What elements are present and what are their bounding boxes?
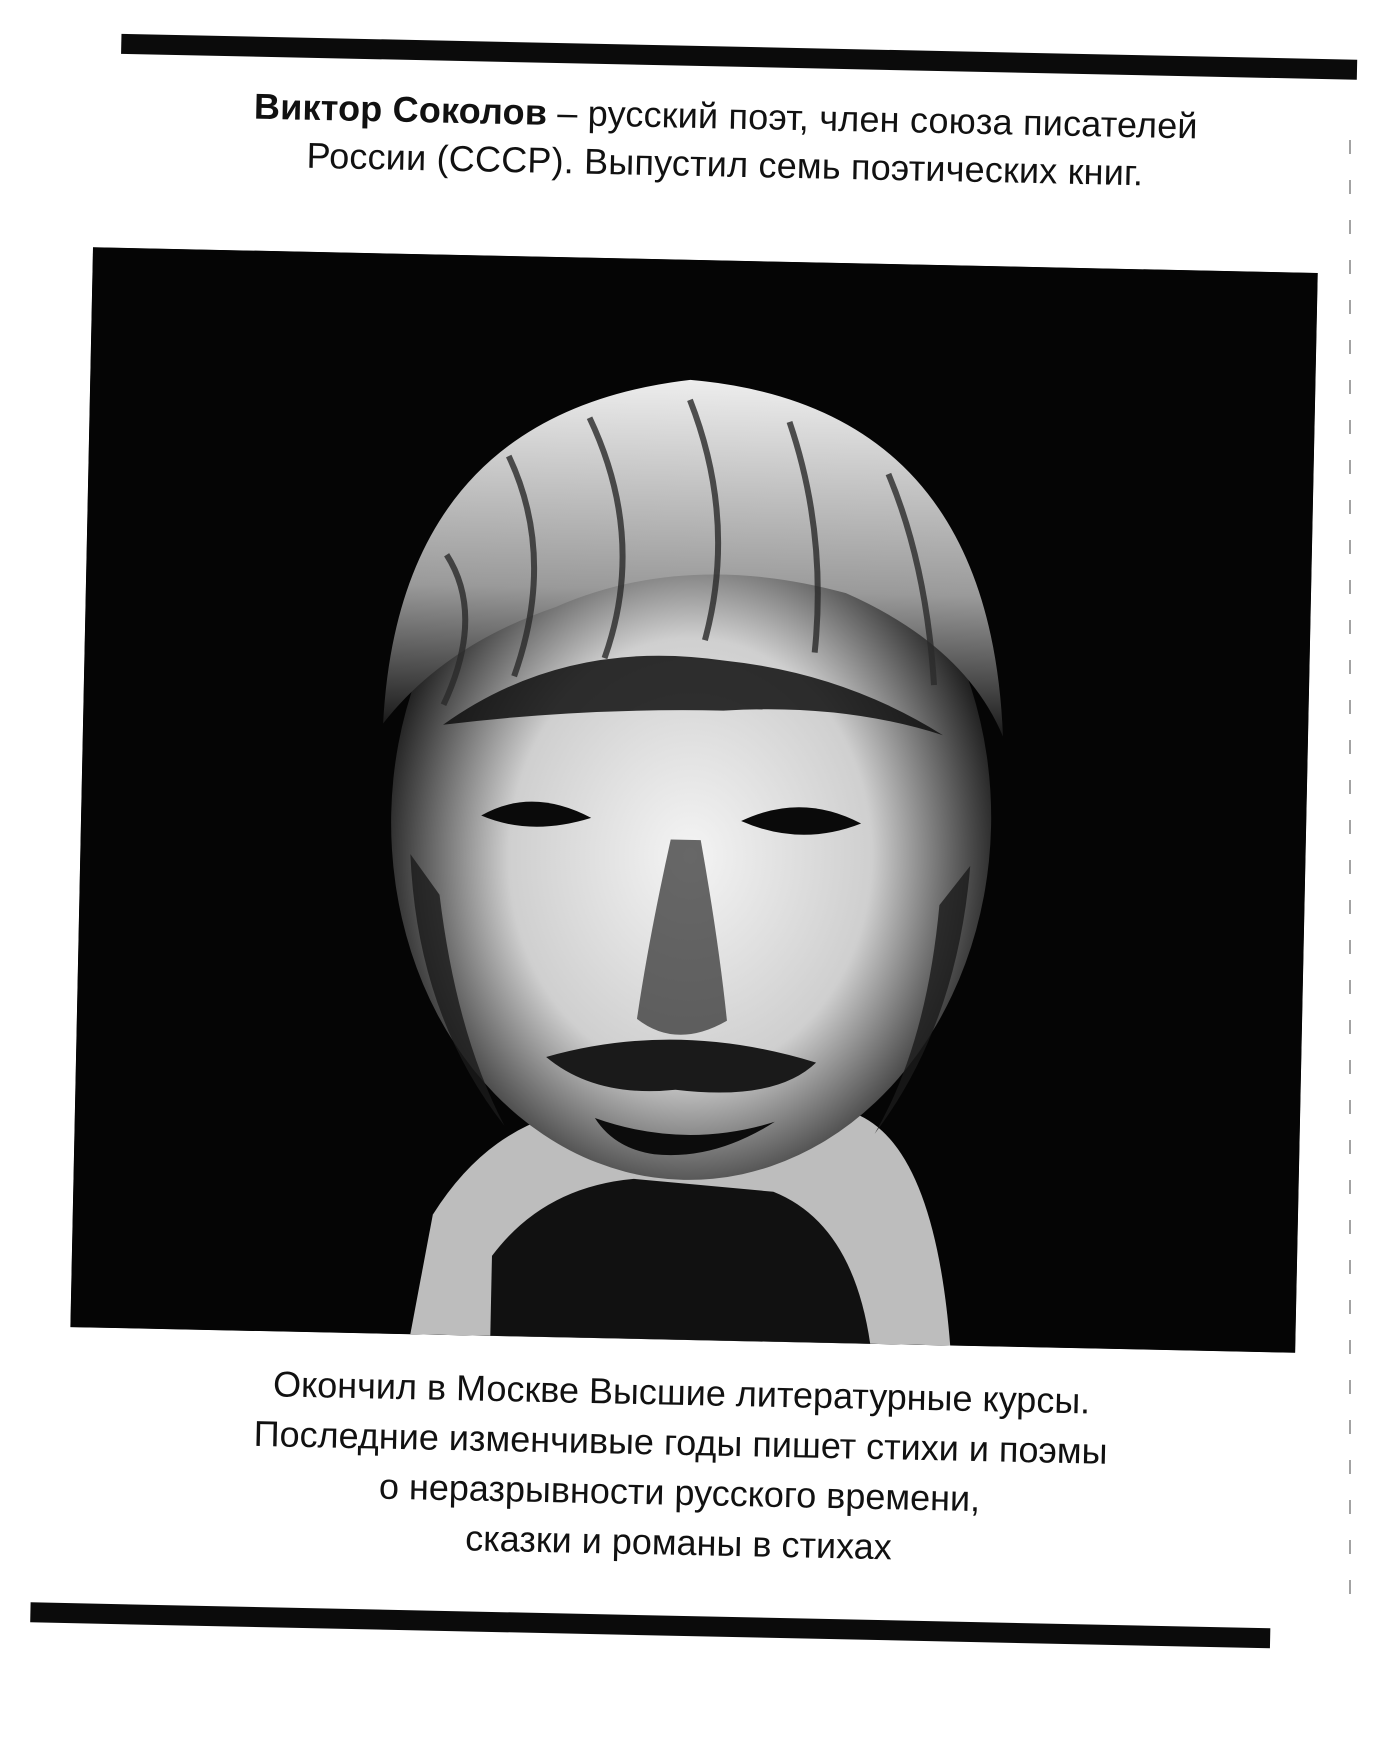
caption-line-4: сказки и романы в стихах	[464, 1517, 893, 1568]
portrait-image	[70, 247, 1317, 1352]
portrait-photo	[70, 247, 1317, 1352]
bottom-rule	[30, 1602, 1270, 1648]
caption-line-2: Последние изменчивые годы пишет стихи и поэмы	[253, 1412, 1108, 1472]
author-name: Виктор Соколов	[253, 85, 548, 133]
caption-line-3: о неразрывности русского времени,	[378, 1465, 981, 1520]
intro-line-2: России (СССР). Выпустил семь поэтических книг.	[306, 134, 1144, 194]
caption-line-1: Окончил в Москве Высшие литературные курсы.	[272, 1363, 1091, 1422]
top-rule	[121, 34, 1357, 80]
caption-text	[66, 1355, 1295, 1581]
intro-text	[125, 80, 1327, 201]
intro-line-1-rest: – русский поэт, член союза писателей	[546, 91, 1199, 147]
page-edge-mark	[1349, 140, 1351, 1600]
